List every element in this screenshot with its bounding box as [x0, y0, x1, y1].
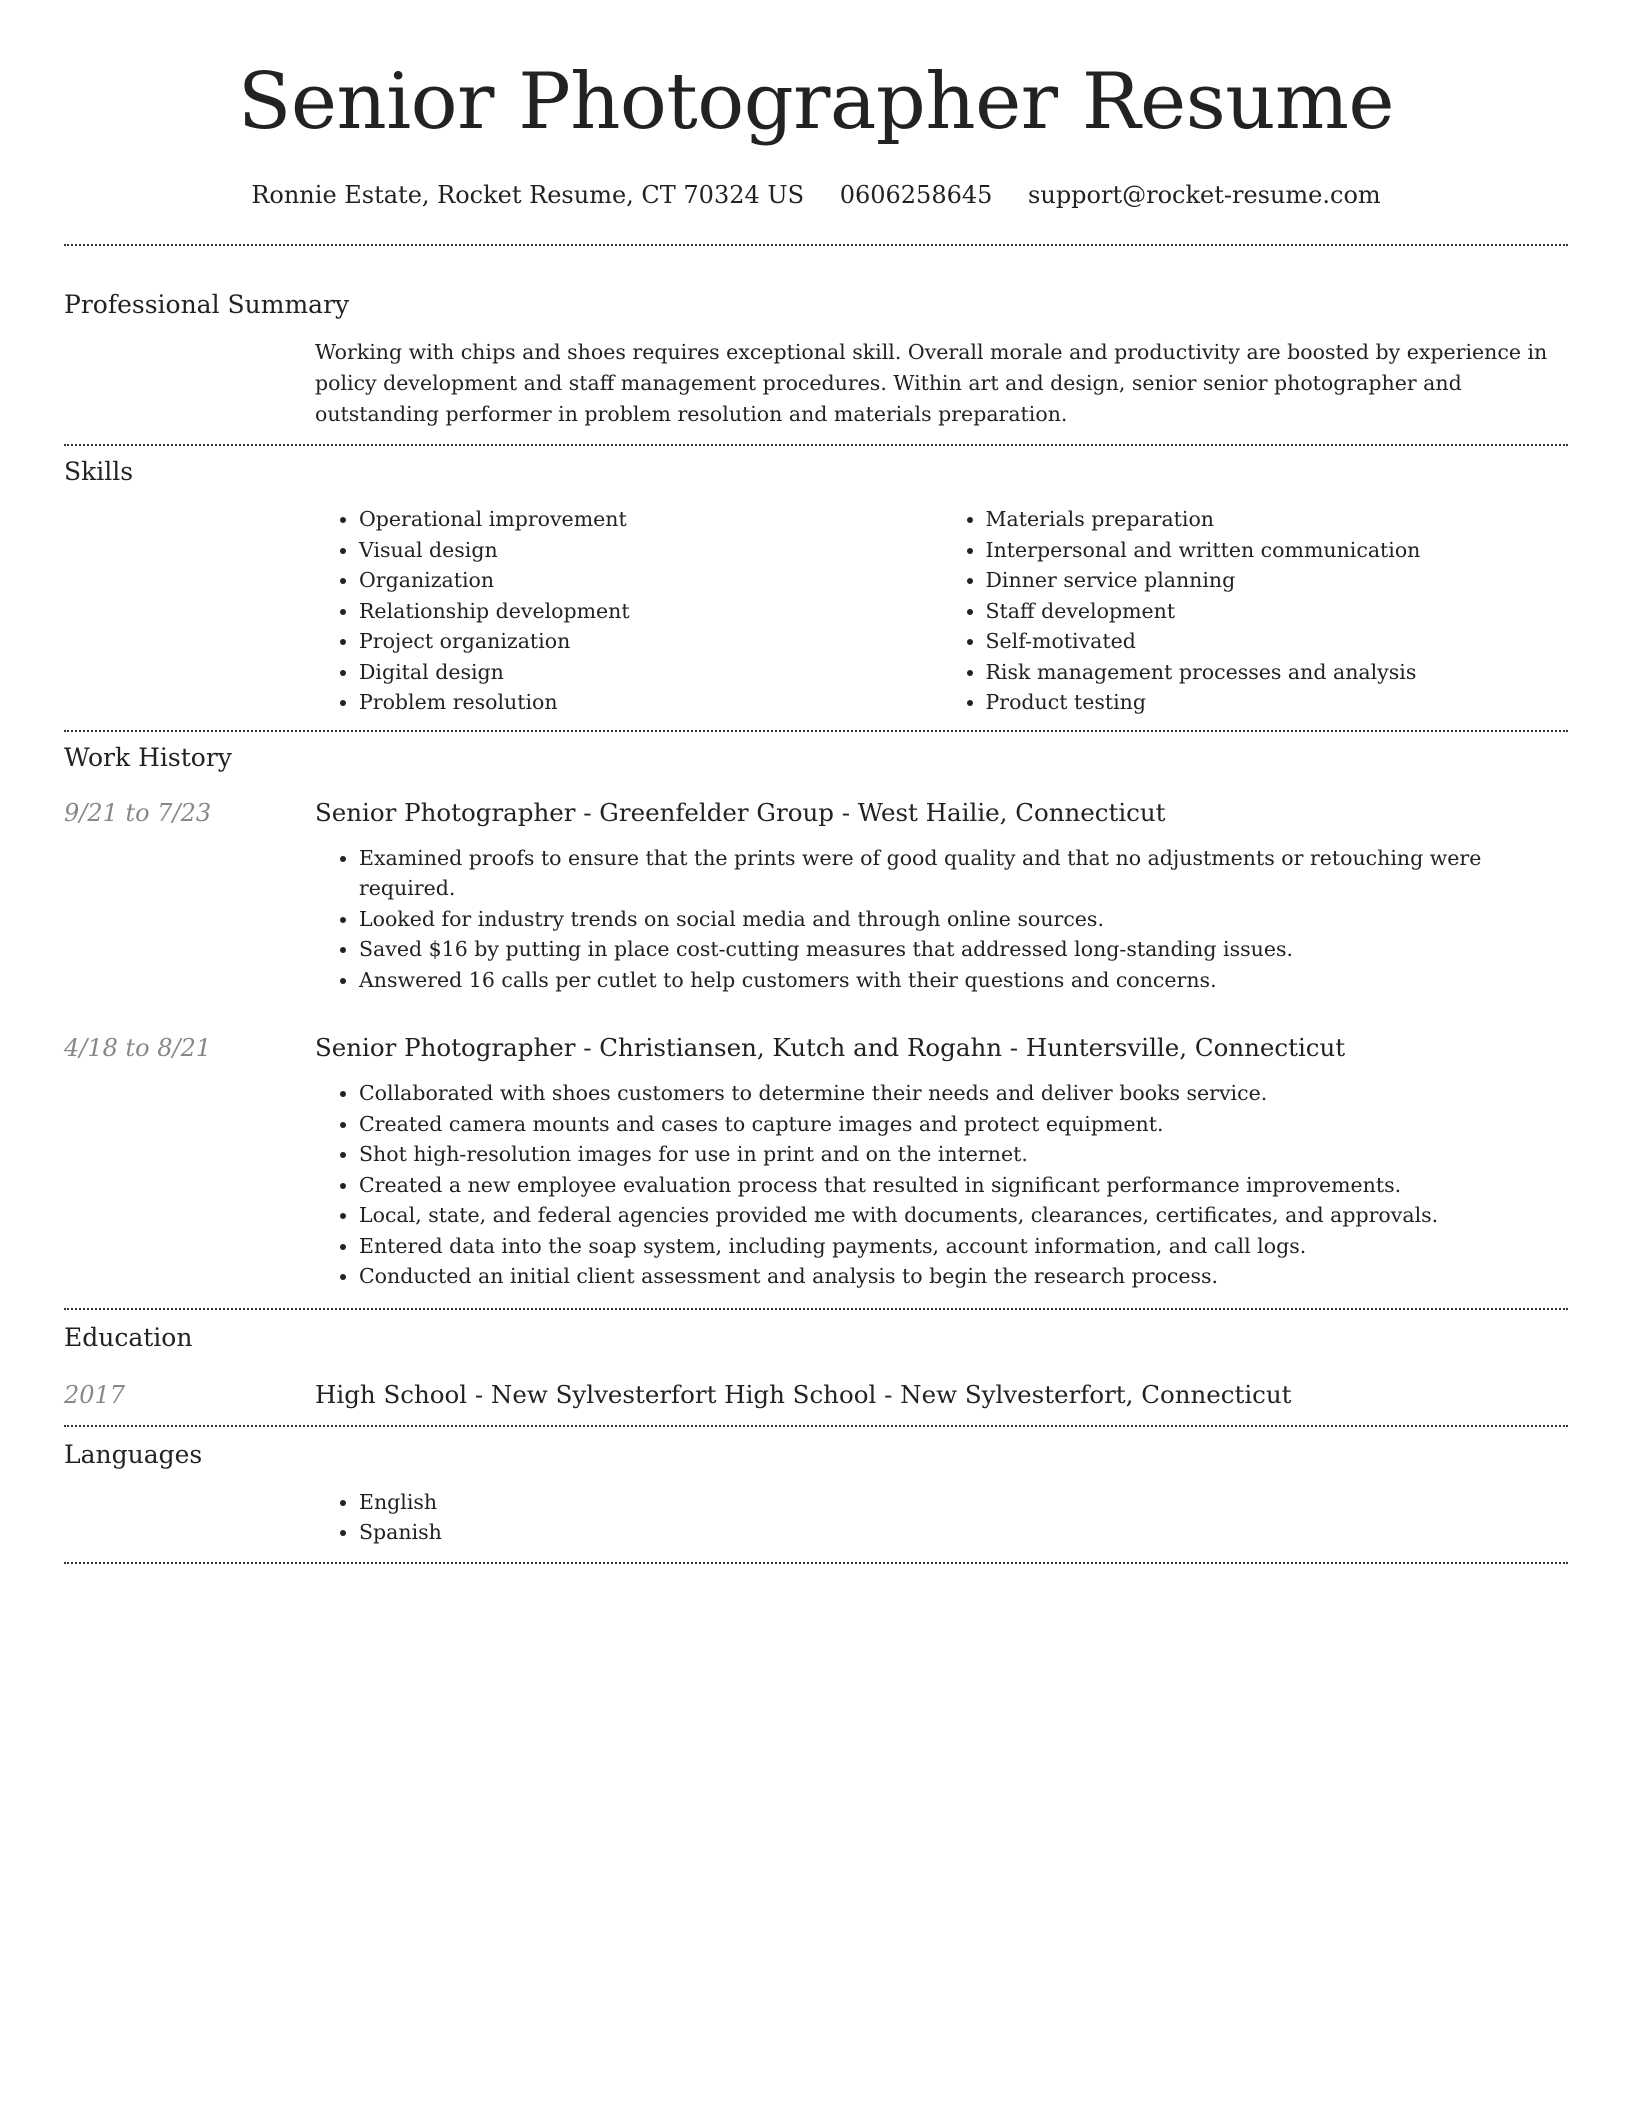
job-bullets	[315, 1078, 1568, 1308]
summary-section	[64, 246, 1568, 444]
email: support@rocket-resume.com	[1028, 181, 1381, 209]
job-header	[64, 1033, 1568, 1062]
skills-list	[315, 504, 1568, 730]
skill-item: • Operational improvement	[359, 504, 942, 535]
work-section	[64, 732, 1568, 1308]
languages-section	[64, 1427, 1568, 1562]
resume-page	[64, 0, 1568, 1564]
job-bullet: • Entered data into the soap system, including payments, account information, and call logs.	[359, 1231, 1568, 1262]
job-title: Senior Photographer - Christiansen, Kutch and Rogahn - Huntersville, Connecticut	[315, 1033, 1346, 1062]
languages-list	[315, 1487, 1568, 1562]
skill-item: • Digital design	[359, 657, 942, 688]
summary-text: Working with chips and shoes requires exceptional skill. Overall morale and productivity are boosted by experience in policy development and staff management procedures. Within art and design, senior senior photographer and outstanding performer in problem resolution and materials preparation.	[315, 340, 1548, 426]
job-bullet: • Created a new employee evaluation process that resulted in significant performance improvements.	[359, 1170, 1568, 1201]
job-bullet: • Answered 16 calls per cutlet to help customers with their questions and concerns.	[359, 965, 1568, 996]
skills-heading: Skills	[64, 457, 134, 486]
job-bullet: • Local, state, and federal agencies provided me with documents, clearances, certificates, and approvals.	[359, 1200, 1568, 1231]
job-bullets	[315, 843, 1568, 996]
job-title: Senior Photographer - Greenfelder Group - West Hailie, Connecticut	[315, 797, 1166, 827]
divider	[64, 1562, 1568, 1564]
skill-item: • Dinner service planning	[986, 565, 1569, 596]
education-entry	[64, 1380, 1568, 1425]
languages-heading: Languages	[64, 1439, 203, 1469]
skill-item: • Risk management processes and analysis	[986, 657, 1569, 688]
skill-item: • Visual design	[359, 535, 942, 566]
job-bullet: • Collaborated with shoes customers to determine their needs and deliver books service.	[359, 1078, 1568, 1109]
phone: 0606258645	[839, 181, 993, 209]
job-bullet: • Saved $16 by putting in place cost-cutting measures that addressed long-standing issues.	[359, 934, 1568, 965]
job-bullet: • Examined proofs to ensure that the prints were of good quality and that no adjustments or retouching were required.	[359, 843, 1568, 904]
resume-title: Senior Photographer Resume	[237, 57, 1395, 147]
education-year: 2017	[64, 1380, 126, 1409]
language-item: • Spanish	[359, 1517, 1568, 1548]
job-entry	[64, 798, 1568, 996]
skill-item: • Self-motivated	[986, 626, 1569, 657]
job-bullet: • Shot high-resolution images for use in print and on the internet.	[359, 1139, 1568, 1170]
contact-line	[64, 180, 1568, 210]
job-dates: 4/18 to 8/21	[64, 1034, 212, 1062]
language-item: • English	[359, 1487, 1568, 1518]
work-heading: Work History	[64, 742, 232, 772]
skill-item: • Problem resolution	[359, 687, 942, 718]
job-bullet: • Created camera mounts and cases to capture images and protect equipment.	[359, 1109, 1568, 1140]
job-header	[64, 798, 1568, 827]
skills-left-column	[315, 504, 942, 718]
address: Ronnie Estate, Rocket Resume, CT 70324 US	[251, 181, 805, 209]
education-section	[64, 1310, 1568, 1425]
skill-item: • Staff development	[986, 596, 1569, 627]
skill-item: • Relationship development	[359, 596, 942, 627]
job-dates: 9/21 to 7/23	[64, 798, 212, 827]
summary-heading: Professional Summary	[64, 290, 350, 319]
skill-item: • Materials preparation	[986, 504, 1569, 535]
education-heading: Education	[64, 1322, 193, 1352]
skills-right-column	[942, 504, 1569, 718]
skill-item: • Project organization	[359, 626, 942, 657]
education-title: High School - New Sylvesterfort High School - New Sylvesterfort, Connecticut	[315, 1379, 1292, 1409]
skill-item: • Organization	[359, 565, 942, 596]
skill-item: • Interpersonal and written communication	[986, 535, 1569, 566]
job-entry	[64, 1033, 1568, 1308]
skills-section	[64, 446, 1568, 730]
job-bullet: • Looked for industry trends on social media and through online sources.	[359, 904, 1568, 935]
skill-item: • Product testing	[986, 687, 1569, 718]
job-bullet: • Conducted an initial client assessment and analysis to begin the research process.	[359, 1261, 1568, 1292]
